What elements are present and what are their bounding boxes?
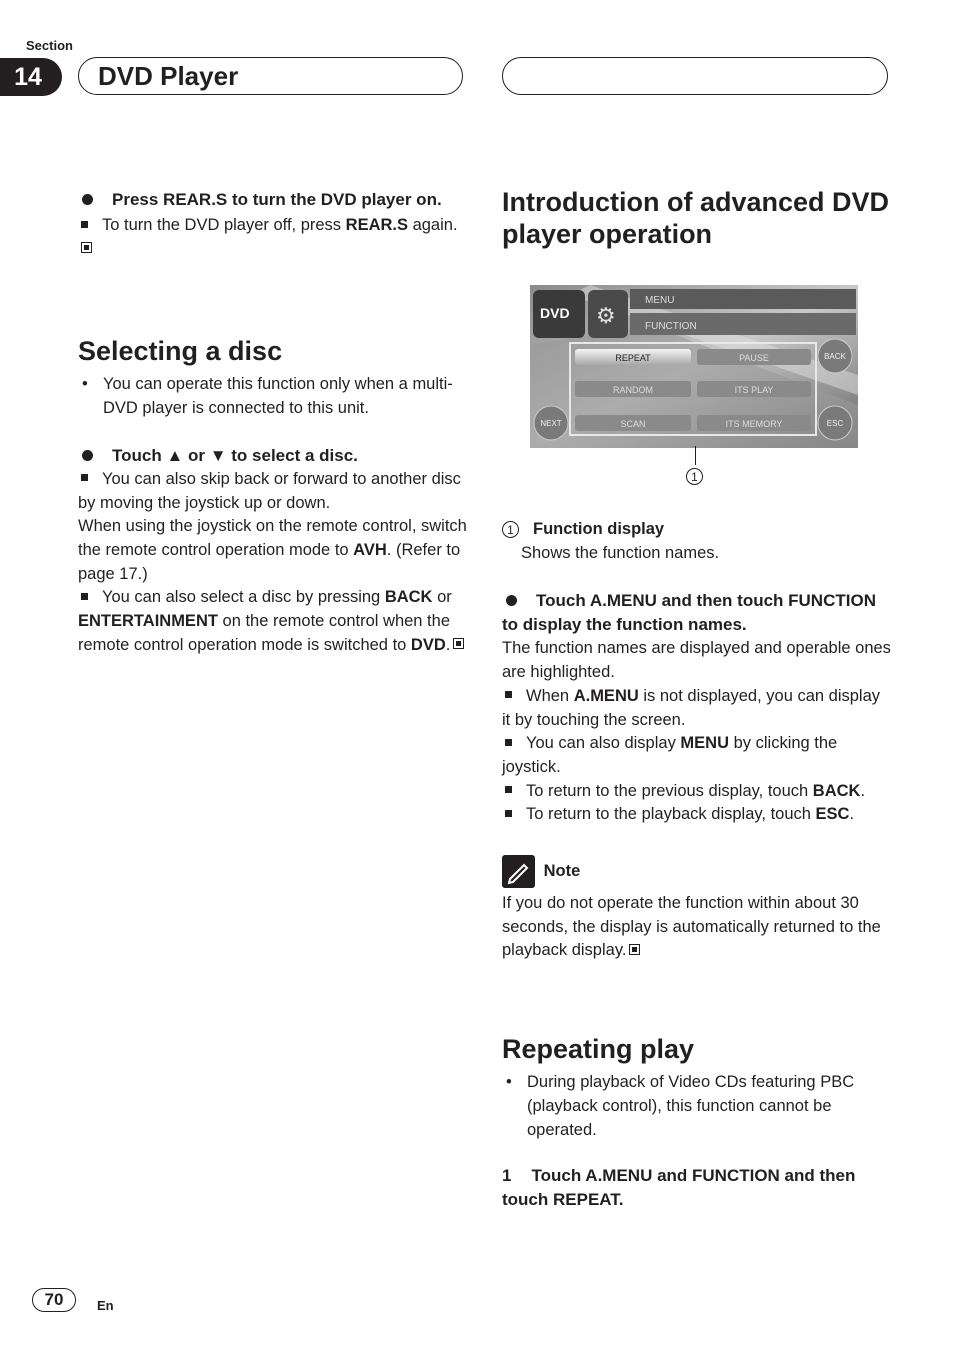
header-empty-frame [502, 57, 888, 95]
button-its-play[interactable] [697, 381, 811, 397]
bullet-dot-icon [506, 595, 517, 606]
pencil-note-icon [502, 855, 535, 888]
screen-menu-label: MENU [645, 295, 675, 306]
button-back[interactable] [818, 339, 852, 373]
heading-selecting-disc: Selecting a disc [78, 336, 283, 367]
note-display-menu: You can also display MENU by clicking the joystick. [502, 734, 838, 776]
note-return-previous: To return to the previous display, touch BACK. [502, 780, 892, 804]
note-text: If you do not operate the function within about 30 seconds, the display is automatically returned to the playback display. [502, 894, 881, 960]
end-mark-icon [81, 242, 92, 253]
function-display-screen [530, 285, 858, 448]
heading-intro-advanced: Introduction of advanced DVD player operation [502, 187, 890, 249]
svg-text:ITS MEMORY: ITS MEMORY [725, 419, 783, 429]
note-joystick-remote: When using the joystick on the remote control, switch the remote control operation mode to AVH. (Refer to page 17.) [78, 517, 467, 583]
section-number-badge: 14 [0, 58, 62, 96]
square-bullet-icon [505, 691, 512, 698]
svg-text:REPEAT: REPEAT [615, 353, 651, 363]
end-mark-icon [629, 944, 640, 955]
dvd-logo: DVD [540, 305, 570, 321]
button-its-memory[interactable] [697, 415, 811, 431]
function-display-label: 1 Function display [502, 518, 892, 542]
svg-text:ITS PLAY: ITS PLAY [734, 385, 774, 395]
function-display-desc: Shows the function names. [521, 543, 720, 562]
button-next[interactable] [534, 406, 568, 440]
button-random[interactable] [575, 381, 691, 397]
note-heading: Note [502, 855, 892, 888]
note-back-entertainment: You can also select a disc by pressing BACK or ENTERTAINMENT on the remote control when the remote control operation mode is switched to DVD. [78, 586, 468, 657]
page-number: 70 [32, 1288, 76, 1312]
square-bullet-icon [81, 221, 88, 228]
selecting-bullet: • You can operate this function only when a multi-DVD player is connected to this unit. [82, 375, 453, 418]
step-repeat-1: 1 Touch A.MENU and FUNCTION and then touch REPEAT. [502, 1166, 856, 1210]
intro-heading-block [502, 186, 892, 250]
svg-text:NEXT: NEXT [540, 419, 562, 428]
step-amenu-desc: The function names are displayed and operable ones are highlighted. [502, 639, 891, 682]
square-bullet-icon [505, 810, 512, 817]
language-label: En [97, 1298, 114, 1313]
settings-icon: ⚙ [596, 304, 616, 329]
note-skip-disc: You can also skip back or forward to another disc by moving the joystick up or down. [78, 469, 461, 512]
callout-marker: 1 [686, 468, 703, 486]
bullet-dot-icon [82, 450, 93, 461]
square-bullet-icon [81, 593, 88, 600]
svg-text:SCAN: SCAN [620, 419, 646, 429]
callout-line [695, 446, 696, 465]
step-press-rear-s: Press REAR.S to turn the DVD player on. [78, 188, 468, 212]
repeat-bullet: • During playback of Video CDs featuring PBC (playback control), this function cannot be operated. [506, 1073, 855, 1139]
svg-text:PAUSE: PAUSE [739, 353, 769, 363]
left-column [78, 188, 468, 657]
note-return-playback: To return to the playback display, touch ESC. [502, 803, 892, 827]
square-bullet-icon [81, 474, 88, 481]
note-amenu-not-displayed: When A.MENU is not displayed, you can display it by touching the screen. [502, 686, 881, 729]
button-repeat[interactable] [575, 349, 691, 365]
button-scan[interactable] [575, 415, 691, 431]
section-label: Section [26, 38, 73, 53]
step-touch-amenu: Touch A.MENU and then touch FUNCTION to display the function names. [502, 591, 876, 635]
button-esc[interactable] [818, 406, 852, 440]
button-pause[interactable] [697, 349, 811, 365]
right-column [502, 518, 892, 1212]
end-mark-icon [453, 638, 464, 649]
bullet-dot-icon [82, 194, 93, 205]
note-turn-off: To turn the DVD player off, press REAR.S again. [78, 214, 468, 261]
svg-text:RANDOM: RANDOM [613, 385, 653, 395]
svg-text:ESC: ESC [826, 419, 844, 428]
square-bullet-icon [505, 786, 512, 793]
heading-repeating-play: Repeating play [502, 1034, 695, 1065]
svg-text:BACK: BACK [824, 352, 846, 361]
square-bullet-icon [505, 739, 512, 746]
step-select-disc: Touch ▲ or ▼ to select a disc. [78, 444, 468, 468]
screen-function-label: FUNCTION [645, 321, 697, 332]
page-title: DVD Player [98, 61, 239, 91]
